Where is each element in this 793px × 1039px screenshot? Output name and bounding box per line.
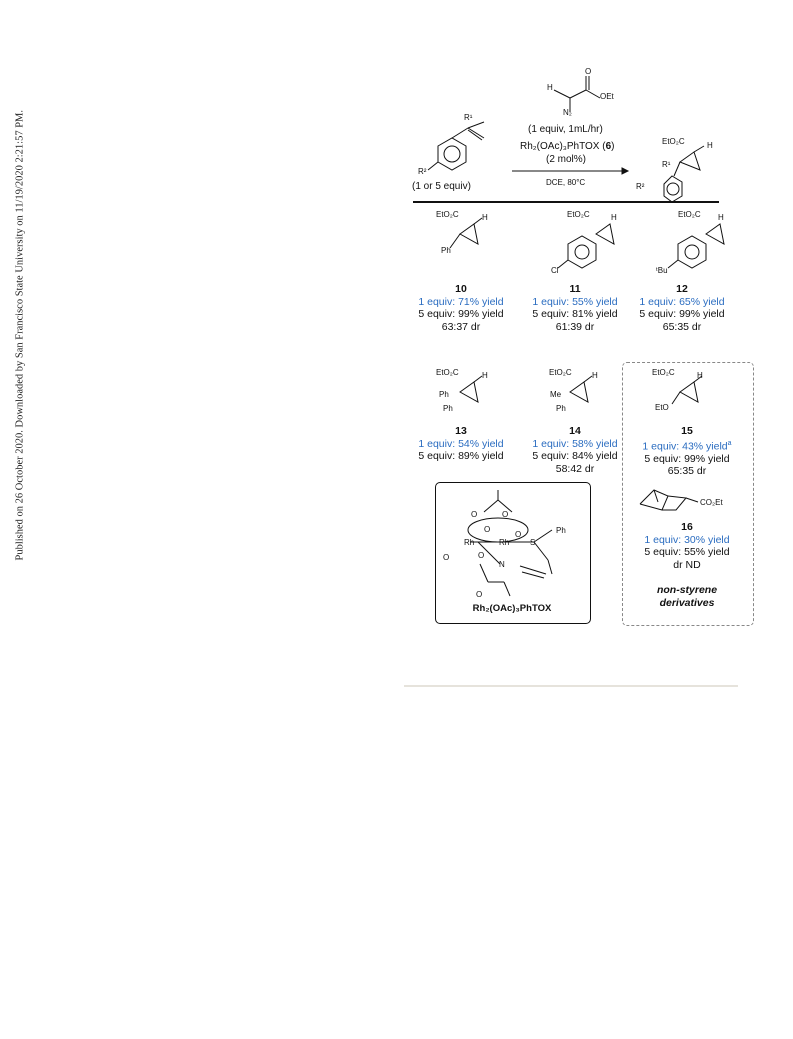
scheme-separator [413,201,719,203]
compound-13-ester: EtO₂C [436,368,459,377]
compound-15-h: H [697,371,703,380]
compound-13-ph-2: Ph [443,404,453,413]
compound-14-h: H [592,371,598,380]
compound-16-ester: CO₂Et [700,498,723,507]
compound-15-data: 15 1 equiv: 43% yield$^a$ 5 equiv: 99% yield 65:35 dr [642,425,732,477]
condition-line-3: (2 mol%) [546,154,587,165]
catalyst-rh-2: Rh [499,538,510,547]
compound-13-ph-1: Ph [439,390,449,399]
compound-13-h: H [482,371,488,380]
catalyst-name: Rh₂(OAc)₃PhTOX [472,603,552,614]
compound-10-ester: EtO₂C [436,210,459,219]
substrate-r2: R² [418,167,427,176]
catalyst-o-3: O [484,525,491,534]
reagent-oet: OEt [600,92,614,101]
compound-12-tbu: ᵗBu [656,266,668,275]
compound-10-structure [430,212,500,272]
non-styrene-caption: non-styrene derivatives [656,584,718,609]
substrate-r1: R¹ [464,113,473,122]
reagent-o: O [585,67,592,76]
substrate-equiv: (1 or 5 equiv) [412,181,471,192]
cyclopropane-product-structure [630,140,740,210]
catalyst-ph: Ph [556,526,566,535]
condition-line-2: Rh₂(OAc)₃PhTOX (6) [520,141,615,152]
compound-14-me: Me [550,390,562,399]
compound-16-data: 16 1 equiv: 30% yield 5 equiv: 55% yield dr ND [644,521,730,571]
catalyst-o-5: O [443,553,450,562]
product-r2: R² [636,182,645,191]
reagent-h: H [547,83,553,92]
compound-12-ester: EtO₂C [678,210,701,219]
page-divider [404,685,738,687]
catalyst-s: S [530,538,536,547]
compound-13-structure [430,370,500,430]
compound-11-h: H [611,213,617,222]
compound-15-structure [650,370,720,430]
product-ester: EtO₂C [662,137,685,146]
compound-15-eto: EtO [655,403,669,412]
compound-14-structure [540,370,610,430]
compound-10-data: 10 1 equiv: 71% yield 5 equiv: 99% yield 63:37 dr [418,283,504,333]
compound-11-data: 11 1 equiv: 55% yield 5 equiv: 81% yield 61:39 dr [532,283,618,333]
compound-15-ester: EtO₂C [652,368,675,377]
catalyst-structure [440,486,590,601]
compound-14-data: 14 1 equiv: 58% yield 5 equiv: 84% yield 58:42 dr [532,425,618,475]
compound-10-h: H [482,213,488,222]
compound-14-ph: Ph [556,404,566,413]
catalyst-o-7: O [476,590,483,599]
compound-13-data: 13 1 equiv: 54% yield 5 equiv: 89% yield [418,425,504,462]
reaction-arrow [510,166,630,176]
compound-16-structure [632,480,742,520]
catalyst-o-6: O [478,551,485,560]
catalyst-o-4: O [515,530,522,539]
compound-11-cl: Cl [551,266,559,275]
catalyst-n: N [499,560,505,569]
condition-line-1: (1 equiv, 1mL/hr) [528,124,603,135]
catalyst-o-2: O [502,510,509,519]
download-citation: Published on 26 October 2020. Downloaded by San Francisco State University on 11/19/2020 2:21:57 PM. [14,110,26,561]
compound-14-ester: EtO₂C [549,368,572,377]
catalyst-rh-1: Rh [464,538,475,547]
compound-12-data: 12 1 equiv: 65% yield 5 equiv: 99% yield 65:35 dr [639,283,725,333]
condition-solvent: DCE, 80°C [546,178,586,187]
compound-12-h: H [718,213,724,222]
compound-10-ph: Ph [441,246,451,255]
styrene-substrate-structure [400,118,490,188]
product-h: H [707,141,713,150]
reagent-n2: N₂ [563,108,572,117]
product-r1: R¹ [662,160,671,169]
catalyst-o-1: O [471,510,478,519]
compound-11-ester: EtO₂C [567,210,590,219]
